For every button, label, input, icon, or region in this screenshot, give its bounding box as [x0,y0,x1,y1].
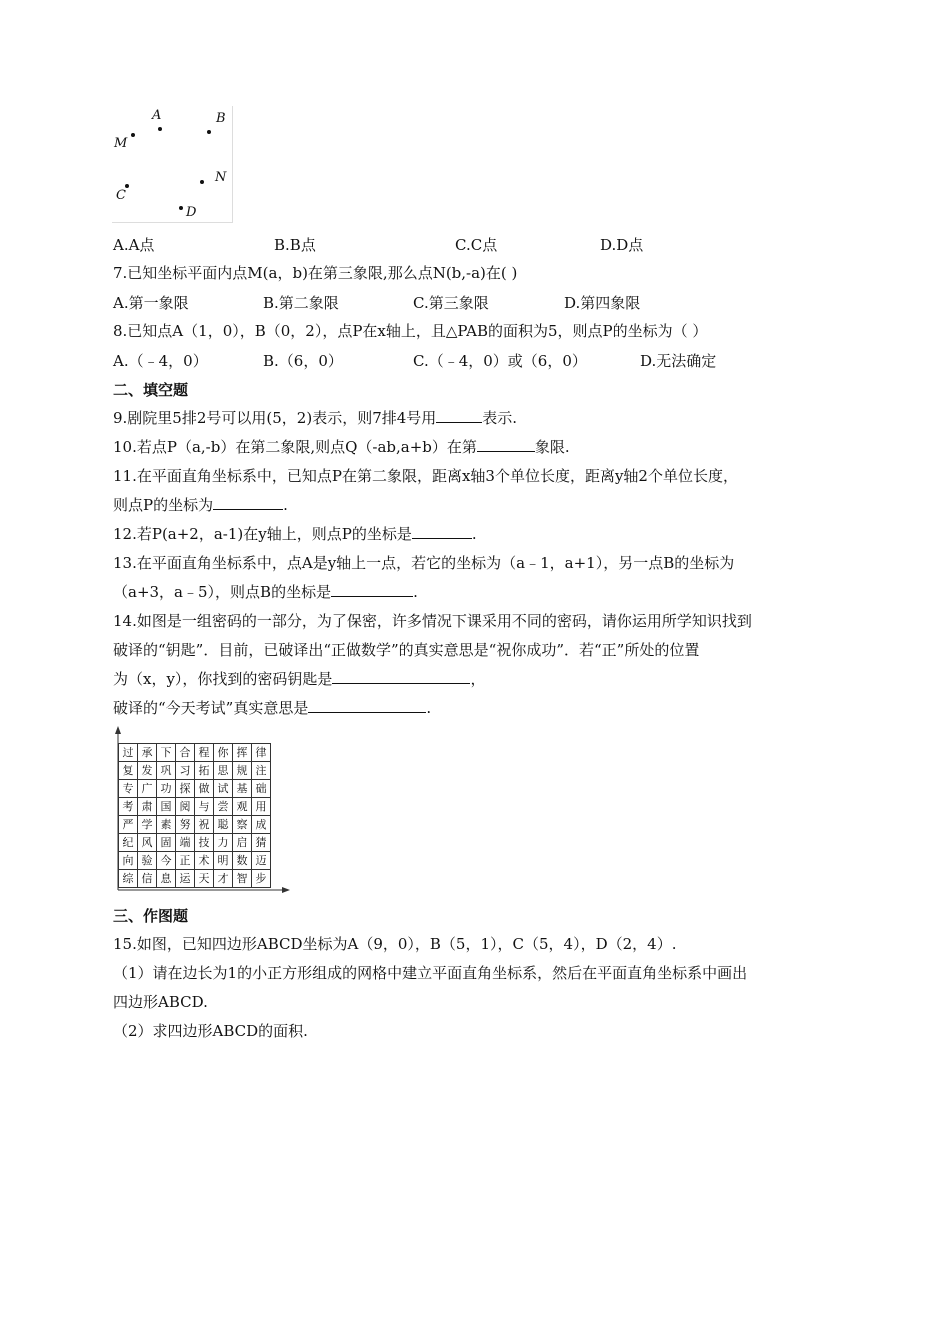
cipher-cell: 向 [119,852,138,870]
q6-option-c: C.C点 [455,236,498,254]
q12-text: 12.若P(a+2，a-1)在y轴上，则点P的坐标是 [113,525,412,543]
cipher-cell: 复 [119,762,138,780]
point-a [158,127,162,131]
cipher-cell: 纪 [119,834,138,852]
q6-option-b: B.B点 [274,236,316,254]
point-label-n: N [215,170,227,185]
cipher-grid [118,743,271,888]
q10-text-end: 象限. [534,438,570,456]
cipher-cell: 注 [252,762,271,780]
cipher-cell: 你 [214,744,233,762]
cipher-cell: 试 [214,780,233,798]
cipher-cell: 数 [233,852,252,870]
q15-part2: （2）求四边形ABCD的面积. [113,1022,308,1040]
cipher-cell: 探 [176,780,195,798]
q8-option-b: B.（6，0） [263,352,343,370]
point-n [200,180,204,184]
cipher-cell: 拓 [195,762,214,780]
cipher-cell: 端 [176,834,195,852]
q10-text: 10.若点P（a,-b）在第二象限,则点Q（-ab,a+b）在第 [113,438,477,456]
q11-text: 则点P的坐标为 [113,496,214,514]
q14-key-text-end: ， [470,670,486,688]
q8-stem: 8.已知点A（1，0），B（0，2），点P在x轴上，且△PAB的面积为5，则点P的坐标为（ ） [113,322,708,340]
point-label-m: M [114,136,128,151]
cipher-cell: 习 [176,762,195,780]
q7-option-c: C.第三象限 [413,294,489,312]
cipher-cell: 迈 [252,852,271,870]
cipher-cell: 用 [252,798,271,816]
q14-line4 [113,698,431,718]
cipher-cell: 素 [157,816,176,834]
q14-key-blank[interactable] [332,669,470,684]
cipher-cell: 规 [233,762,252,780]
cipher-cell: 天 [195,870,214,888]
cipher-cell: 验 [138,852,157,870]
point-label-c: C [116,188,126,203]
q12-text-end: . [471,525,477,543]
q15-stem: 15.如图，已知四边形ABCD坐标为A（9，0），B（5，1），C（5，4），D（2，4）. [113,935,677,953]
cipher-cell: 合 [176,744,195,762]
cipher-cell: 猜 [252,834,271,852]
q14-meaning-blank[interactable] [308,698,426,713]
q13-text-end: . [413,583,418,601]
cipher-cell: 功 [157,780,176,798]
cipher-cell: 启 [233,834,252,852]
q8-option-c: C.（﹣4，0）或（6，0） [413,352,587,370]
q14-meaning-text: 破译的“今天考试”真实意思是 [113,699,309,717]
cipher-cell: 观 [233,798,252,816]
cipher-cell: 运 [176,870,195,888]
q7-option-d: D.第四象限 [564,294,641,312]
point-label-b: B [216,111,226,126]
cipher-cell: 技 [195,834,214,852]
cipher-cell: 综 [119,870,138,888]
q6-option-d: D.D点 [600,236,644,254]
cipher-cell: 智 [233,870,252,888]
q10 [113,437,570,457]
cipher-cell: 学 [138,816,157,834]
cipher-row [119,852,271,870]
q11-line1: 11.在平面直角坐标系中，已知点P在第二象限，距离x轴3个单位长度，距离y轴2个单位长度， [113,467,738,485]
cipher-cell: 挥 [233,744,252,762]
section-title-drawing: 三、作图题 [113,907,189,925]
cipher-cell: 严 [119,816,138,834]
cipher-cell: 才 [214,870,233,888]
q13-text: （a+3，a﹣5），则点B的坐标是 [113,583,332,601]
cipher-cell: 肃 [138,798,157,816]
cipher-cell: 努 [176,816,195,834]
cipher-cell: 步 [252,870,271,888]
q14-line1: 14.如图是一组密码的一部分，为了保密，许多情况下课采用不同的密码，请你运用所学知识找到 [113,612,752,630]
cipher-cell: 察 [233,816,252,834]
cipher-cell: 祝 [195,816,214,834]
point-label-a: A [152,108,162,123]
q15-part1-line1: （1）请在边长为1的小正方形组成的网格中建立平面直角坐标系，然后在平面直角坐标系中画出 [113,964,748,982]
q9 [113,408,517,428]
cipher-cell: 聪 [214,816,233,834]
cipher-cell: 过 [119,744,138,762]
q13-line2 [113,582,418,602]
point-b [207,130,211,134]
q9-answer-blank[interactable] [436,408,482,423]
points-figure [112,106,233,223]
point-d [179,206,183,210]
cipher-cell: 风 [138,834,157,852]
cipher-row [119,744,271,762]
cipher-cell: 发 [138,762,157,780]
cipher-row [119,762,271,780]
q13-line1: 13.在平面直角坐标系中，点A是y轴上一点，若它的坐标为（a﹣1，a+1），另一点B的坐标为 [113,554,735,572]
cipher-cell: 考 [119,798,138,816]
cipher-row [119,780,271,798]
cipher-cell: 专 [119,780,138,798]
q7-option-b: B.第二象限 [263,294,339,312]
cipher-cell: 信 [138,870,157,888]
q14-line2: 破译的“钥匙”．目前，已破译出“正做数学”的真实意思是“祝你成功”．若“正”所处的位置 [113,641,700,659]
cipher-cell: 阅 [176,798,195,816]
cipher-cell: 息 [157,870,176,888]
point-c [125,184,129,188]
cipher-cell: 巩 [157,762,176,780]
q8-option-d: D.无法确定 [640,352,717,370]
cipher-cell: 力 [214,834,233,852]
q11-line2 [113,495,288,515]
cipher-cell: 承 [138,744,157,762]
cipher-cell: 础 [252,780,271,798]
q14-key-text: 为（x，y），你找到的密码钥匙是 [113,670,333,688]
q12-answer-blank[interactable] [412,524,472,539]
cipher-cell: 明 [214,852,233,870]
cipher-row [119,834,271,852]
cipher-cell: 正 [176,852,195,870]
q8-option-a: A.（﹣4，0） [113,352,208,370]
cipher-row [119,870,271,888]
q11-answer-blank[interactable] [213,495,283,510]
q15-part1-line2: 四边形ABCD. [113,993,208,1011]
point-m [131,133,135,137]
q7-stem: 7.已知坐标平面内点M(a，b)在第三象限,那么点N(b,-a)在( ) [113,264,518,282]
q9-text-end: 表示. [482,409,518,427]
cipher-cell: 思 [214,762,233,780]
cipher-cell: 基 [233,780,252,798]
section-title-fill-in: 二、填空题 [113,381,189,399]
cipher-row [119,798,271,816]
q10-answer-blank[interactable] [477,437,535,452]
cipher-cell: 固 [157,834,176,852]
point-label-d: D [186,205,197,220]
q7-option-a: A.第一象限 [113,294,189,312]
q14-line3 [113,669,485,689]
cipher-cell: 国 [157,798,176,816]
cipher-cell: 做 [195,780,214,798]
cipher-cell: 今 [157,852,176,870]
cipher-cell: 广 [138,780,157,798]
cipher-cell: 尝 [214,798,233,816]
cipher-cell: 成 [252,816,271,834]
q12 [113,524,477,544]
q6-option-a: A.A点 [113,236,155,254]
cipher-cell: 程 [195,744,214,762]
cipher-row [119,816,271,834]
cipher-cell: 律 [252,744,271,762]
q9-text: 9.剧院里5排2号可以用(5，2)表示，则7排4号用 [113,409,437,427]
cipher-cell: 与 [195,798,214,816]
q11-text-end: . [283,496,288,514]
cipher-cell: 下 [157,744,176,762]
q14-meaning-text-end: . [426,699,432,717]
cipher-cell: 术 [195,852,214,870]
q13-answer-blank[interactable] [331,582,413,597]
